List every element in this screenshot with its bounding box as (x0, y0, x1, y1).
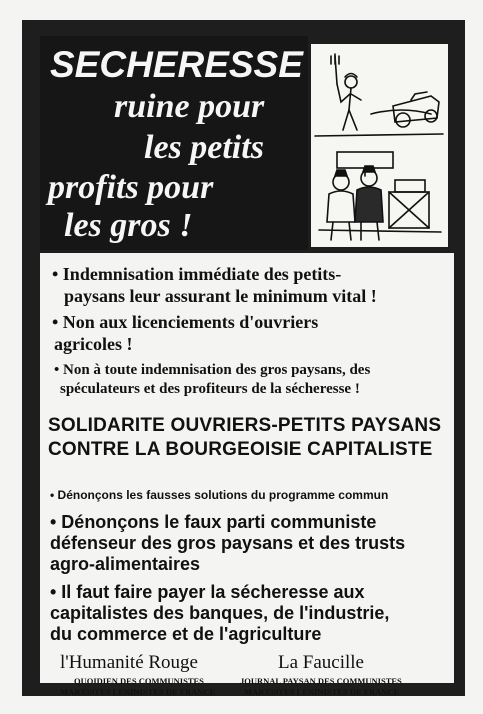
signature-subtitle (60, 676, 215, 698)
illustration-panel (311, 44, 448, 247)
slogan-line: CONTRE LA BOURGEOISIE CAPITALISTE (48, 439, 433, 460)
demand-line: spéculateurs et des profiteurs de la sécheresse ! (60, 381, 360, 397)
signature-sub-line: MARXISTES LENINISTES DE FRANCE (60, 687, 216, 697)
point-line: du commerce et de l'agriculture (50, 624, 322, 644)
point-line: • Dénonçons les fausses solutions du programme commun (50, 488, 389, 502)
demand-item (54, 361, 370, 399)
point-item (50, 582, 389, 645)
headline (40, 36, 308, 250)
point-line: • Dénonçons le faux parti communiste (50, 512, 377, 532)
demand-line: • Indemnisation immédiate des petits- (52, 264, 342, 284)
headline-line-2: ruine pour (114, 88, 265, 125)
headline-line-3: les petits (144, 129, 264, 166)
point-item (50, 488, 388, 502)
headline-line-1: SECHERESSE (50, 44, 303, 85)
headline-line-4: profits pour (48, 169, 214, 206)
signature-title: La Faucille (278, 652, 364, 673)
demand-line: • Non aux licenciements d'ouvriers (52, 312, 319, 332)
demand-line: • Non à toute indemnisation des gros paysans, des (54, 362, 371, 378)
slogan-line: SOLIDARITE OUVRIERS-PETITS PAYSANS (48, 415, 442, 436)
signature-title: l'Humanité Rouge (60, 652, 198, 673)
point-line: capitalistes des banques, de l'industrie, (50, 603, 390, 623)
headline-line-5: les gros ! (64, 207, 193, 244)
signature-subtitle (240, 676, 402, 698)
demand-item (52, 263, 377, 307)
point-line: • Il faut faire payer la sécheresse aux (50, 582, 365, 602)
demand-line: paysans leur assurant le minimum vital ! (64, 286, 377, 306)
demand-item (52, 311, 318, 355)
solidarity-slogan (48, 414, 441, 462)
point-line: agro-alimentaires (50, 554, 201, 574)
demand-line: agricoles ! (54, 334, 133, 354)
point-line: défenseur des gros paysans et des trusts (50, 533, 406, 553)
signature-sub-line: MARXISTES LENINISTES DE FRANCE (244, 687, 400, 697)
drought-illustration (311, 44, 448, 247)
signature-sub-line: JOURNAL PAYSAN DES COMMUNISTES (240, 676, 402, 686)
point-item (50, 512, 405, 575)
signature-sub-line: QUOIDIEN DES COMMUNISTES (74, 676, 204, 686)
